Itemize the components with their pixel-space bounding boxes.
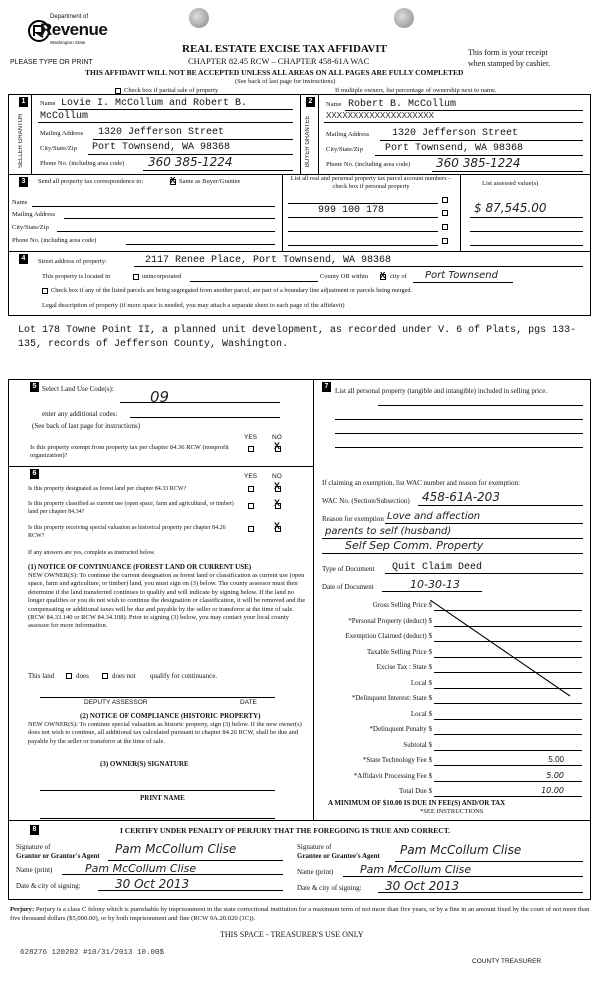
fee-row-value-line (434, 781, 582, 782)
fee-row-label: Subtotal $ (403, 740, 432, 749)
reason-value-3[interactable]: Self Sep Comm. Property (345, 539, 484, 552)
seller-side-label: SELLER GRANTOR (18, 113, 24, 169)
fee-row (314, 722, 590, 738)
deputy-date-label: DATE (240, 699, 257, 706)
fee-row (314, 738, 590, 754)
fee-row-label: *Delinquent Interest: State $ (351, 694, 432, 702)
land-does-not-label: does not (112, 672, 136, 680)
corr-phone-label: Phone No. (including area code) (12, 237, 97, 244)
forest-question: Is this property designated as forest land per chapter 84.33 RCW? (28, 486, 187, 492)
owner-signature-label: (3) OWNER(S) SIGNATURE (100, 760, 189, 768)
forest-no-check-mark: X (274, 482, 281, 493)
fee-row-value[interactable]: 5.00 (548, 755, 564, 764)
fee-row-label: *Affidavit Processing Fee $ (353, 771, 432, 780)
grantee-name-print[interactable]: Pam McCollum Clise (360, 863, 472, 876)
date-of-document-label: Date of Document (322, 583, 374, 591)
yes-header-5: YES (244, 434, 258, 441)
buyer-name-value[interactable]: Robert B. McCollum (348, 99, 457, 110)
perjury-text: Perjury is a class C felony which is punishable by imprisonment in the state correctional institution for a maximum term of not more than five years, or by a fine in an amount fixed by the court of not more than five thousand dollars ($5,000.00), or by both imprisonment and fine (RCW 9A.20.020 (1C)). (10, 906, 590, 922)
parcel-personal-checkbox-2[interactable] (442, 210, 448, 216)
grantee-name-label: Name (print) (297, 868, 334, 876)
section-6-badge: 6 (30, 469, 39, 479)
county-treasurer: COUNTY TREASURER (472, 958, 542, 965)
reason-value-2[interactable]: parents to self (husband) (325, 526, 452, 537)
land-does-checkbox[interactable] (66, 673, 72, 679)
seller-name-label: Name (40, 100, 56, 107)
receipt-line-1: This form is your receipt (468, 48, 548, 57)
qualify-label: qualify for continuance. (150, 672, 218, 680)
parcel-personal-checkbox-1[interactable] (442, 197, 448, 203)
corr-city-label: City/State/Zip (12, 224, 49, 231)
buyer-city-value[interactable]: Port Townsend, WA 98368 (385, 143, 524, 154)
grantee-sig-label-2: Grantee or Grantee's Agent (297, 852, 380, 860)
assessed-header: List assessed value(s) (482, 180, 539, 187)
please-type: PLEASE TYPE OR PRINT (10, 59, 93, 66)
same-as-buyer-check-mark: X (170, 176, 176, 186)
fee-row-label: Excise Tax : State $ (376, 663, 432, 671)
buyer-name-struck: XXXXXXXXXXXXXXXXXXXX (326, 111, 435, 121)
assessed-value[interactable]: $ 87,545.00 (474, 201, 547, 215)
warning: THIS AFFIDAVIT WILL NOT BE ACCEPTED UNLESS ALL AREAS ON ALL PAGES ARE FULLY COMPLETED (85, 68, 464, 77)
exempt-question: Is this property exempt from property tax per chapter 84.36 RCW (nonprofit organization)? (30, 444, 229, 459)
fee-strike-line (430, 600, 575, 700)
fee-row-label: *Delinquent Penalty $ (369, 725, 432, 733)
seller-mailing-label: Mailing Address (40, 130, 84, 137)
corr-name-label: Name (12, 199, 28, 206)
enter-any-codes-label: enter any additional codes: (42, 410, 118, 418)
current-use-question: Is this property classified as current use (open space, farm and agricultural, or timber) land per chapter 84.34? (28, 501, 234, 515)
deputy-assessor-label: DEPUTY ASSESSOR (84, 699, 148, 706)
form-chapter: CHAPTER 82.45 RCW – CHAPTER 458-61A WAC (188, 56, 370, 66)
section-7-badge: 7 (322, 382, 331, 392)
grantor-name-print[interactable]: Pam McCollum Clise (85, 862, 197, 875)
fee-row-value[interactable]: 5.00 (546, 770, 564, 780)
perjury-label: Perjury: (10, 906, 35, 913)
fee-row-label: Gross Selling Price $ (372, 601, 432, 609)
fee-row-label: Local $ (410, 678, 432, 687)
punch-hole-left (189, 8, 209, 28)
this-land-label: This land (28, 672, 55, 680)
parcel-number[interactable]: 999 100 178 (318, 205, 385, 216)
seller-phone-label: Phone No. (including area code) (40, 160, 125, 167)
date-of-document-value[interactable]: 10-30-13 (410, 578, 460, 591)
fee-row (314, 769, 590, 785)
grantee-sig-label-1: Signature of (297, 843, 332, 851)
type-of-document-label: Type of Document (322, 565, 375, 573)
buyer-phone-label: Phone No. (including area code) (326, 161, 411, 168)
unincorporated-checkbox[interactable] (133, 274, 139, 280)
fee-row (314, 753, 590, 769)
agency-name: Revenue (40, 20, 108, 39)
exempt-no-check-mark: X (274, 442, 281, 453)
buyer-mailing-label: Mailing Address (326, 131, 370, 138)
section-4-badge: 4 (19, 254, 28, 264)
historic-no-check-mark: X (274, 522, 281, 533)
seller-name-value[interactable]: Lovie I. McCollum and Robert B. (61, 98, 248, 109)
agency-top: Department of (50, 14, 89, 20)
fee-row-label: *Personal Property (deduct) $ (348, 616, 432, 625)
partial-sale-label: Check box if partial sale of property (124, 87, 219, 94)
reason-label: Reason for exemption (322, 515, 384, 523)
historic-question: Is this property receiving special valuation as historical property per chapter 84.26 RCW? (28, 525, 226, 539)
same-as-buyer-label: Same as Buyer/Grantee (179, 178, 241, 185)
fee-row (314, 707, 590, 723)
grantor-date-label: Date & city of signing: (16, 882, 81, 890)
fee-row-value-line (434, 750, 582, 751)
exempt-yes-checkbox[interactable] (248, 446, 254, 452)
reason-value-1[interactable]: Love and affection (387, 511, 481, 522)
fee-row-label: Exemption Claimed (deduct) $ (345, 632, 432, 640)
seller-city-label: City/State/Zip (40, 145, 77, 152)
buyer-phone-value[interactable]: 360 385-1224 (436, 156, 521, 170)
receipt-stamp: 628276 120202 #10/31/2013 10.00$ (20, 949, 165, 957)
fee-row (314, 784, 590, 800)
buyer-mailing-value[interactable]: 1320 Jefferson Street (392, 128, 519, 139)
land-use-label: Select Land Use Code(s): (42, 385, 114, 393)
fee-row-value-line (434, 765, 582, 766)
section-5-badge: 5 (30, 382, 39, 392)
parcel-header: List all real and personal property tax parcel account numbers – check box if personal property (290, 175, 452, 190)
notice-1-title: (1) NOTICE OF CONTINUANCE (FOREST LAND OR CURRENT USE) (28, 563, 252, 571)
grantor-name-label: Name (print) (16, 866, 53, 874)
perjury-notice (10, 905, 590, 923)
street-value[interactable]: 2117 Renee Place, Port Townsend, WA 98368 (145, 255, 392, 266)
seller-mailing-value[interactable]: 1320 Jefferson Street (98, 127, 225, 138)
current-use-yes-checkbox[interactable] (248, 503, 254, 509)
no-header-5: NO (272, 434, 282, 441)
grantee-date-value[interactable]: 30 Oct 2013 (385, 879, 460, 893)
section-2-badge: 2 (306, 97, 315, 107)
wac-value[interactable]: 458-61A-203 (422, 490, 500, 504)
buyer-name-label: Name (326, 101, 342, 108)
type-of-document-value[interactable]: Quit Claim Deed (392, 562, 483, 573)
certify-statement: I CERTIFY UNDER PENALTY OF PERJURY THAT THE FOREGOING IS TRUE AND CORRECT. (120, 826, 451, 835)
grantee-signature[interactable]: Pam McCollum Clise (400, 843, 522, 857)
seller-name-value-2[interactable]: McCollum (40, 111, 89, 122)
grantor-sig-label-1: Signature of (16, 843, 51, 851)
located-in-label: This property is located in (42, 273, 111, 280)
section-3-badge: 3 (19, 177, 28, 187)
city-of-label: city of (390, 273, 407, 280)
within-city-check-mark: X (380, 271, 386, 281)
form-title: REAL ESTATE EXCISE TAX AFFIDAVIT (182, 43, 387, 55)
parcel-personal-checkbox-4[interactable] (442, 238, 448, 244)
forest-yes-checkbox[interactable] (248, 486, 254, 492)
grantor-sig-label-2: Grantor or Grantor's Agent (16, 852, 100, 860)
seller-city-value[interactable]: Port Townsend, WA 98368 (92, 142, 231, 153)
county-or-within-label: County OR within (320, 273, 369, 280)
fee-row-label: Total Due $ (399, 787, 432, 795)
street-label: Street address of property: (38, 258, 107, 265)
buyer-city-label: City/State/Zip (326, 146, 363, 153)
yes-header-6: YES (244, 473, 258, 480)
fee-row-value-line (434, 703, 582, 704)
legal-description[interactable]: Lot 178 Towne Point II, a planned unit development, as recorded under V. 6 of Plats, pgs 133-135, records of Jefferson County, Washington. (18, 325, 577, 350)
multiple-owners-label: If multiple owners, list percentage of ownership next to name. (335, 87, 497, 94)
parcel-personal-checkbox-3[interactable] (442, 224, 448, 230)
notice-2-title: (2) NOTICE OF COMPLIANCE (HISTORIC PROPERTY) (80, 712, 261, 720)
seller-phone-value[interactable]: 360 385-1224 (148, 155, 233, 169)
wac-label: WAC No. (Section/Subsection) (322, 497, 410, 505)
corr-mailing-label: Mailing Address (12, 211, 56, 218)
punch-hole-right (394, 8, 414, 28)
land-use-value[interactable]: 09 (150, 388, 170, 406)
see-instructions-note: *SEE INSTRUCTIONS (420, 808, 484, 815)
land-does-label: does (76, 672, 89, 680)
send-correspondence-label: Send all property tax correspondence to: (38, 178, 144, 185)
fee-row-value[interactable]: 10.00 (541, 786, 564, 795)
fee-row-label: *State Technology Fee $ (362, 756, 432, 764)
section-8-badge: 8 (30, 825, 39, 835)
fee-row-value-line (434, 719, 582, 720)
grantor-signature[interactable]: Pam McCollum Clise (115, 842, 237, 856)
historic-yes-checkbox[interactable] (248, 526, 254, 532)
buyer-side-label: BUYER GRANTEE (305, 115, 311, 167)
print-name-label: PRINT NAME (140, 794, 185, 802)
fee-row-label: Taxable Selling Price $ (366, 647, 432, 656)
personal-property-label: List all personal property (tangible and intangible) included in selling price. (335, 387, 548, 395)
segregated-label: Check box if any of the listed parcels are being segregated from another parcel, are part of a boundary line adjustment or parcels being merged. (51, 287, 413, 294)
segregated-checkbox[interactable] (42, 288, 48, 294)
agency-state: Washington State (50, 40, 86, 45)
unincorporated-label: unincorporated (142, 273, 182, 280)
legal-label: Legal description of property (if more space is needed, you may attach a separate sheet to each page of the affidavit) (42, 302, 345, 309)
fee-row-value-line (434, 734, 582, 735)
fee-row-label: Local $ (410, 709, 432, 718)
section-1-badge: 1 (19, 97, 28, 107)
land-use-see-back: (See back of last page for instructions) (32, 422, 141, 430)
grantee-date-label: Date & city of signing: (297, 884, 362, 892)
exemption-claim-label: If claiming an exemption, list WAC number and reason for exemption: (322, 479, 520, 487)
city-of-value[interactable]: Port Townsend (425, 270, 498, 281)
if-yes-instruction: If any answers are yes, complete as instructed below. (28, 550, 156, 556)
minimum-fee-note: A MINIMUM OF $10.00 IS DUE IN FEE(S) AND/OR TAX (328, 799, 506, 807)
treasurer-space: THIS SPACE - TREASURER'S USE ONLY (220, 930, 364, 939)
grantor-date-value[interactable]: 30 Oct 2013 (115, 877, 190, 891)
land-does-not-checkbox[interactable] (102, 673, 108, 679)
no-header-6: NO (272, 473, 282, 480)
see-back: (See back of last page for instructions) (235, 78, 336, 85)
current-use-no-check-mark: X (274, 499, 281, 510)
notice-2-body: NEW OWNER(S): To continue special valuation as historic property, sign (3) below. If the new owner(s) does not wish to continue, all additional tax calculated pursuant to chapter 84.26 RCW, shall be due and payable by the seller or transferor at the time of sale. (28, 721, 302, 745)
logo (28, 14, 108, 54)
fee-row-value-line (434, 796, 582, 797)
notice-1-body: NEW OWNER(S): To continue the current designation as forest land or classification as current use (open space, farm and agriculture, or timber) land, you must sign on (3) below. The county assessor must then determine if the land transferred continues to qualify and will indicate by signing below. If the land no longer qualifies or you do not wish to continue the designation or classification, it will be removed and the compensating or additional taxes will be due and payable by the seller or transferor at the time of sale. (RCW 84.33.140 or RCW 84.34.108). Prior to signing (3) below, you may contact your local county assessor for more information. (28, 572, 306, 630)
receipt-line-2: when stamped by cashier. (468, 59, 551, 68)
